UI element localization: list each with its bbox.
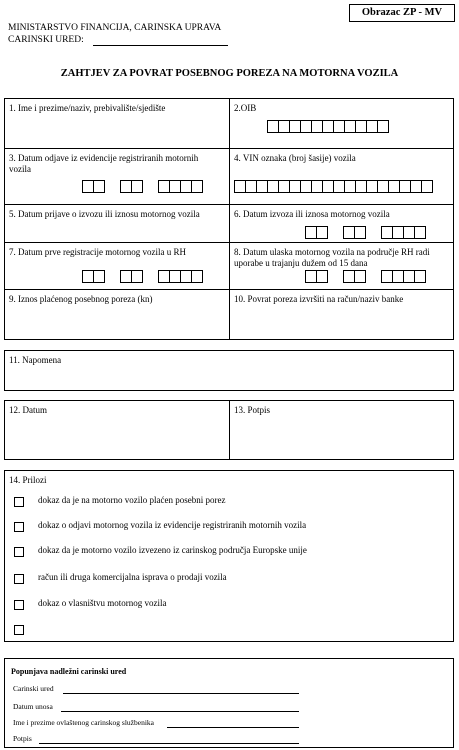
- office-line-label-4: Potpis: [13, 734, 32, 743]
- field-14-attachments: [4, 470, 454, 642]
- date-boxes-8: [306, 270, 426, 283]
- field-1[interactable]: [5, 99, 230, 149]
- attachment-label-3: dokaz da je motorno vozilo izvezeno iz carinskog područja Europske unije: [38, 545, 307, 555]
- field-11-label: 11. Napomena: [9, 355, 62, 365]
- field-11-note[interactable]: [4, 350, 454, 391]
- field-10[interactable]: [230, 290, 453, 339]
- attachment-label-1: dokaz da je na motorno vozilo plaćen posebni porez: [38, 495, 226, 505]
- attachment-checkbox-3[interactable]: [14, 547, 24, 557]
- form-code-box: Obrazac ZP - MV: [349, 4, 455, 22]
- attachment-label-2: dokaz o odjavi motornog vozila iz evidencije registriranih motornih vozila: [38, 520, 307, 530]
- ministry-header: MINISTARSTVO FINANCIJA, CARINSKA UPRAVA: [8, 23, 222, 33]
- field-6[interactable]: [230, 205, 453, 243]
- main-fields-grid: [4, 98, 454, 340]
- field-3[interactable]: [5, 149, 230, 205]
- field-6-label: 6. Datum izvoza ili iznosa motornog vozila: [234, 209, 390, 219]
- date-boxes-6: [306, 226, 426, 239]
- field-5-label: 5. Datum prijave o izvozu ili iznosu motornog vozila: [9, 209, 200, 219]
- field-9-label: 9. Iznos plaćenog posebnog poreza (kn): [9, 294, 153, 304]
- office-line-label-1: Carinski ured: [13, 684, 54, 693]
- field-8[interactable]: [230, 243, 453, 290]
- field-8-label: 8. Datum ulaska motornog vozila na područje RH radi uporabe u trajanju dužem od 15 dana: [234, 247, 430, 268]
- date-boxes-7: [83, 270, 203, 283]
- office-line-3[interactable]: [167, 727, 299, 728]
- attachment-checkbox-5[interactable]: [14, 600, 24, 610]
- customs-office-label: CARINSKI URED:: [8, 35, 84, 45]
- field-13-label: 13. Potpis: [234, 405, 271, 415]
- field-7-label: 7. Datum prve registracije motornog vozila u RH: [9, 247, 186, 257]
- field-4-label: 4. VIN oznaka (broj šasije) vozila: [234, 153, 356, 163]
- office-line-4[interactable]: [39, 743, 299, 744]
- field-2-label: 2.OIB: [234, 103, 257, 113]
- attachment-label-4: račun ili druga komercijalna isprava o prodaji vozila: [38, 572, 227, 582]
- field-5[interactable]: [5, 205, 230, 243]
- office-line-label-3: Ime i prezime ovlaštenog carinskog službenika: [13, 718, 154, 727]
- vin-boxes: [235, 180, 433, 193]
- oib-boxes: [268, 120, 389, 133]
- field-12-date[interactable]: [5, 401, 230, 459]
- office-line-1[interactable]: [63, 693, 299, 694]
- customs-office-line[interactable]: [93, 45, 228, 46]
- form-title: ZAHTJEV ZA POVRAT POSEBNOG POREZA NA MOTORNA VOZILA: [60, 68, 399, 79]
- field-2-oib[interactable]: [230, 99, 453, 149]
- field-12-label: 12. Datum: [9, 405, 47, 415]
- date-boxes-3: [83, 180, 203, 193]
- office-line-label-2: Datum unosa: [13, 702, 53, 711]
- customs-office-section: [4, 658, 454, 748]
- attachment-checkbox-1[interactable]: [14, 497, 24, 507]
- field-1-label: 1. Ime i prezime/naziv, prebivalište/sjedište: [9, 103, 166, 113]
- field-10-label: 10. Povrat poreza izvršiti na račun/naziv banke: [234, 294, 404, 304]
- field-9[interactable]: [5, 290, 230, 339]
- attachment-checkbox-6[interactable]: [14, 625, 24, 635]
- attachment-checkbox-4[interactable]: [14, 574, 24, 584]
- office-line-2[interactable]: [61, 711, 299, 712]
- date-signature-grid: [4, 400, 454, 460]
- field-13-signature[interactable]: [230, 401, 453, 459]
- field-3-label: 3. Datum odjave iz evidencije registriranih motornih vozila: [9, 153, 199, 174]
- field-7[interactable]: [5, 243, 230, 290]
- attachment-checkbox-2[interactable]: [14, 522, 24, 532]
- field-4-vin[interactable]: [230, 149, 453, 205]
- office-section-title: Popunjava nadležni carinski ured: [11, 667, 127, 676]
- attachment-label-5: dokaz o vlasništvu motornog vozila: [38, 598, 167, 608]
- field-14-label: 14. Prilozi: [9, 475, 47, 485]
